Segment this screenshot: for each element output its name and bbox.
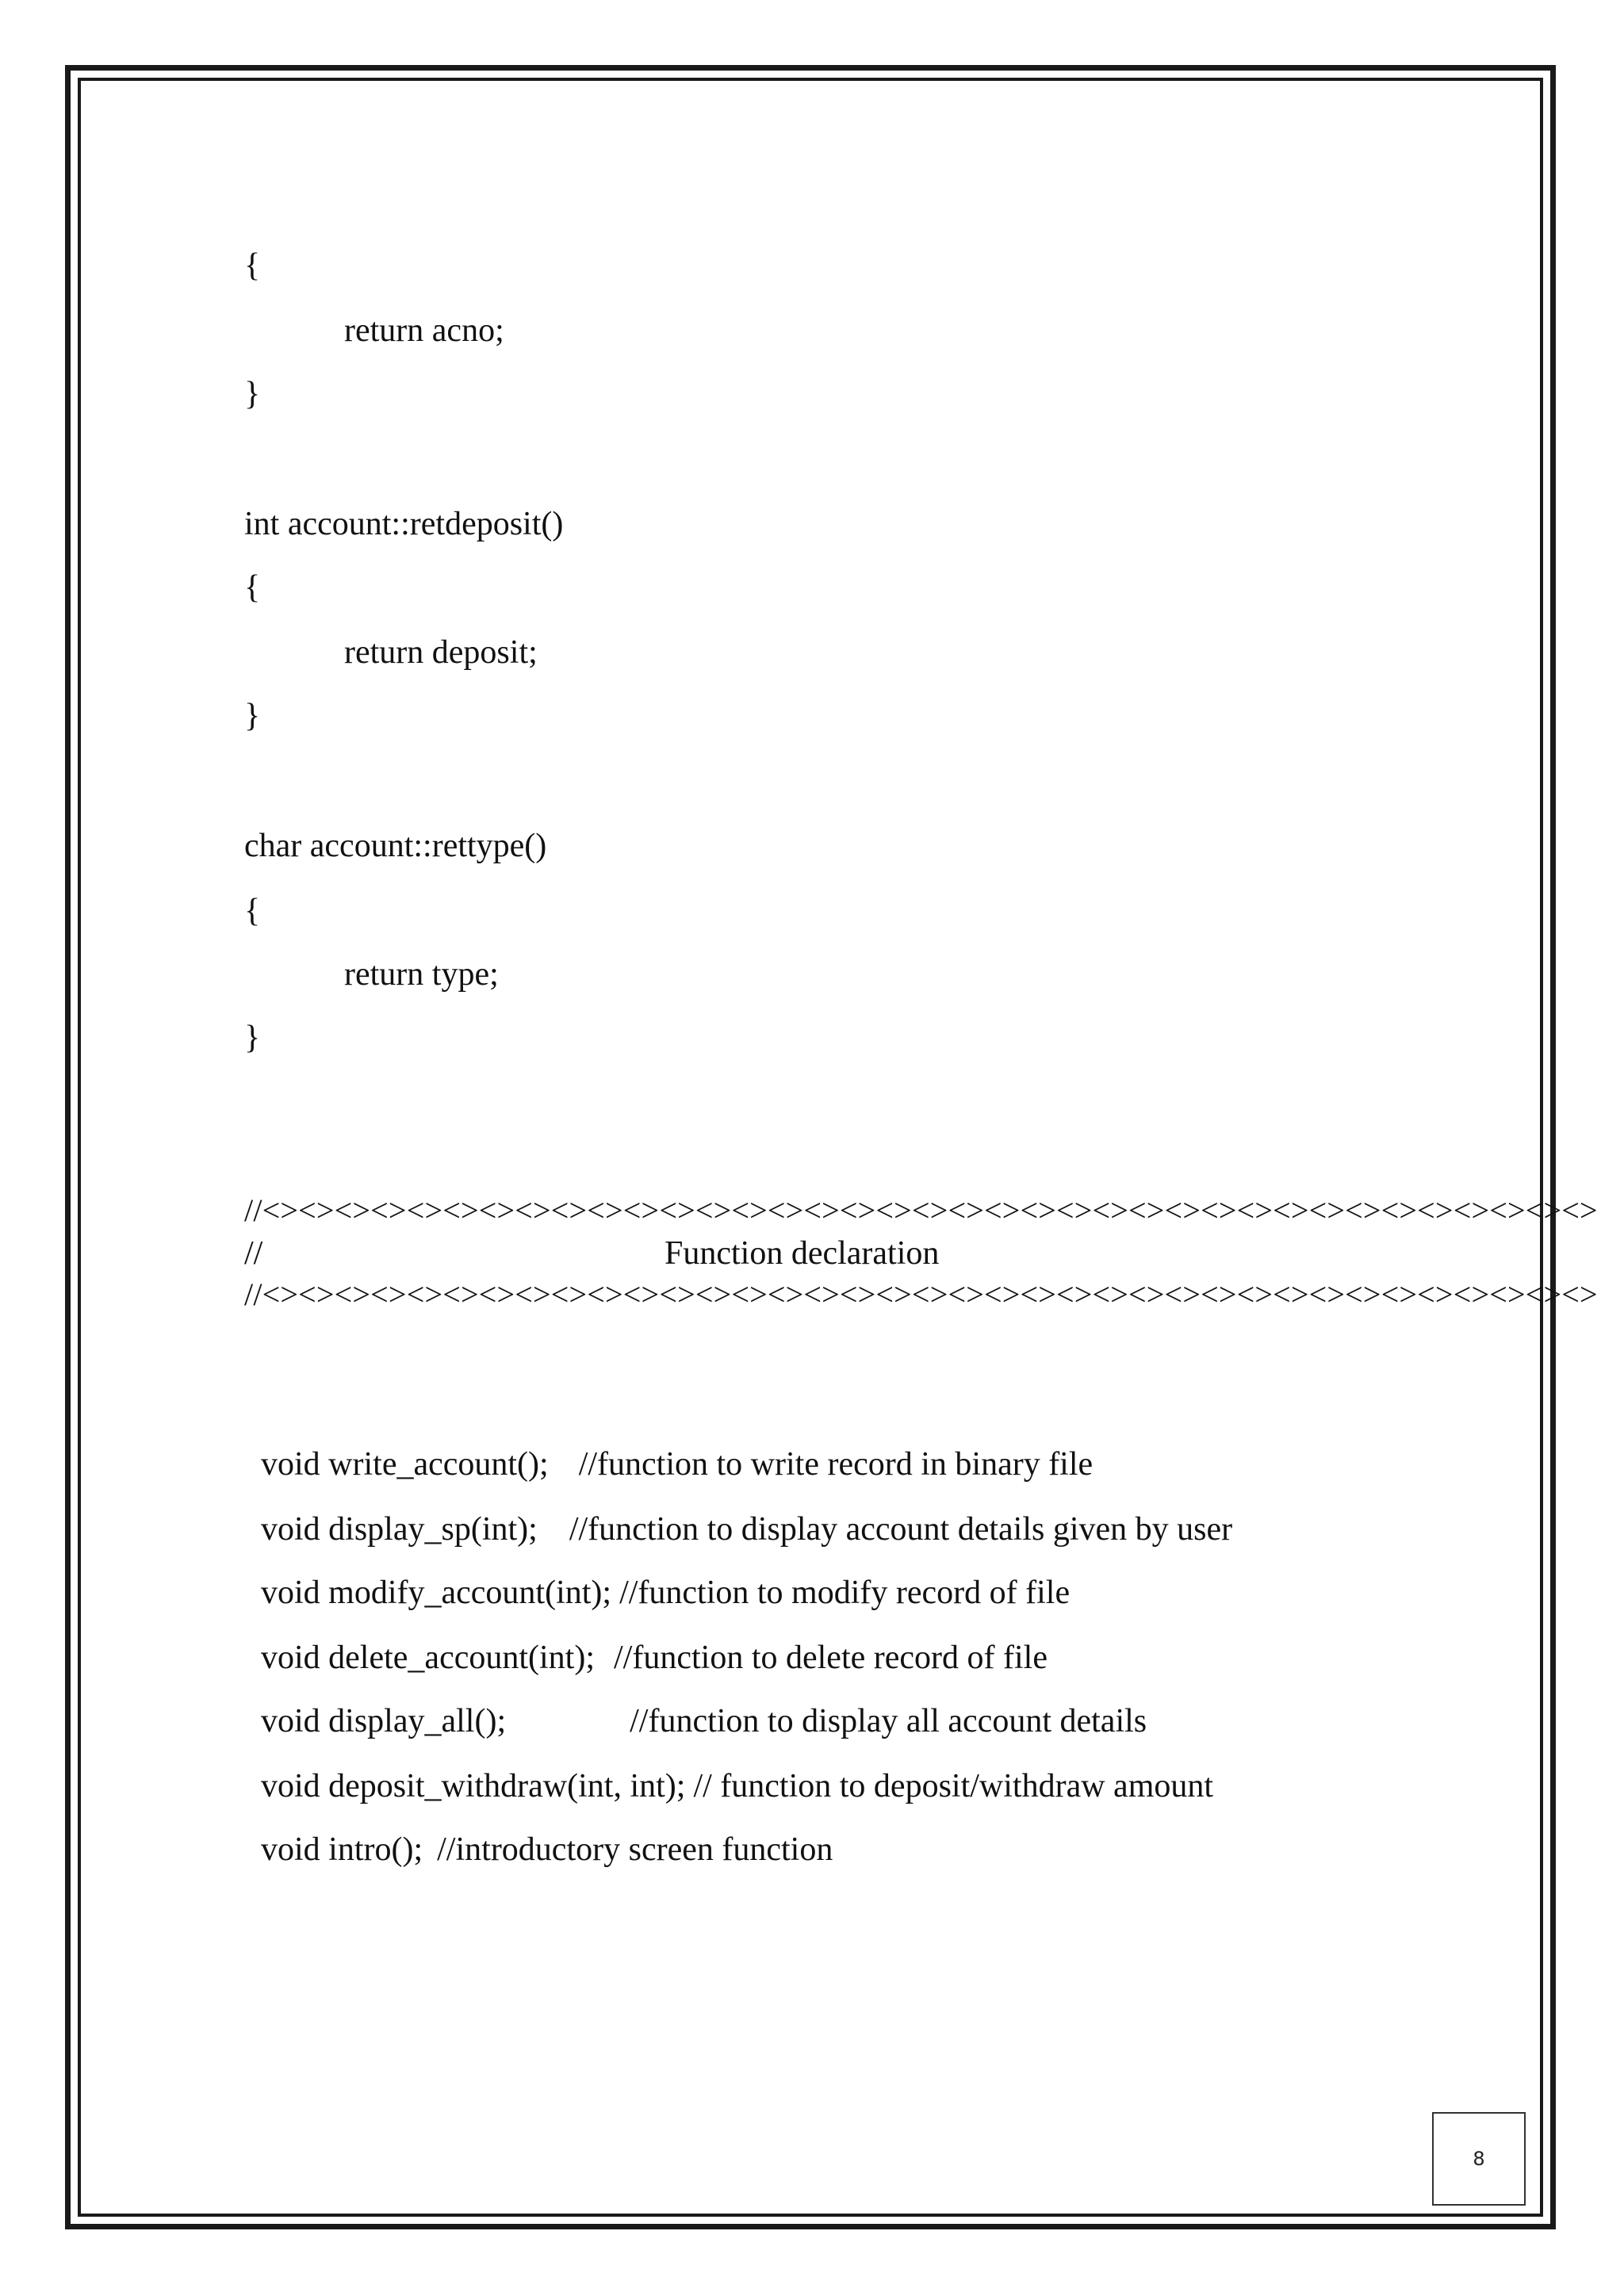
code-return-line: return type;: [344, 956, 499, 993]
code-open-brace: {: [244, 247, 261, 284]
code-close-brace: }: [244, 1020, 261, 1056]
code-function-signature: char account::rettype(): [244, 828, 547, 864]
comment-slashes: //: [244, 1235, 263, 1272]
declaration-comment: //function to modify record of file: [619, 1575, 1071, 1611]
code-close-brace: }: [244, 698, 261, 734]
declaration-code: void modify_account(int);: [261, 1575, 612, 1611]
declaration-comment: //function to delete record of file: [614, 1640, 1048, 1676]
comment-rule-bottom: //<><><><><><><><><><><><><><><><><><><><><><><><><><><><><><><><><><><><><>: [244, 1276, 1598, 1312]
comment-rule-top: //<><><><><><><><><><><><><><><><><><><><><><><><><><><><><><><><><><><><><>: [244, 1192, 1598, 1228]
page-number-box: [1432, 2112, 1526, 2206]
declaration-comment: // function to deposit/withdraw amount: [693, 1768, 1214, 1804]
declaration-comment: //function to display all account details: [630, 1703, 1147, 1739]
declaration-comment: //function to write record in binary file: [578, 1446, 1094, 1483]
declaration-code: void deposit_withdraw(int, int);: [261, 1768, 686, 1804]
code-open-brace: {: [244, 893, 261, 929]
section-title: Function declaration: [665, 1235, 940, 1272]
declaration-code: void intro();: [261, 1831, 423, 1868]
code-return-line: return deposit;: [344, 634, 538, 671]
page-number: 8: [1473, 2148, 1485, 2170]
declaration-code: void display_all();: [261, 1703, 507, 1739]
code-return-line: return acno;: [344, 312, 504, 349]
declaration-comment: //introductory screen function: [437, 1831, 833, 1868]
code-function-signature: int account::retdeposit(): [244, 506, 564, 542]
declaration-code: void display_sp(int);: [261, 1511, 538, 1548]
declaration-code: void delete_account(int);: [261, 1640, 596, 1676]
code-close-brace: }: [244, 376, 261, 412]
page-border-inner: [78, 78, 1543, 2217]
code-open-brace: {: [244, 569, 261, 606]
declaration-line: [244, 1790, 833, 1869]
declaration-code: void write_account();: [261, 1446, 549, 1483]
declaration-comment: //function to display account details given by user: [569, 1511, 1233, 1548]
